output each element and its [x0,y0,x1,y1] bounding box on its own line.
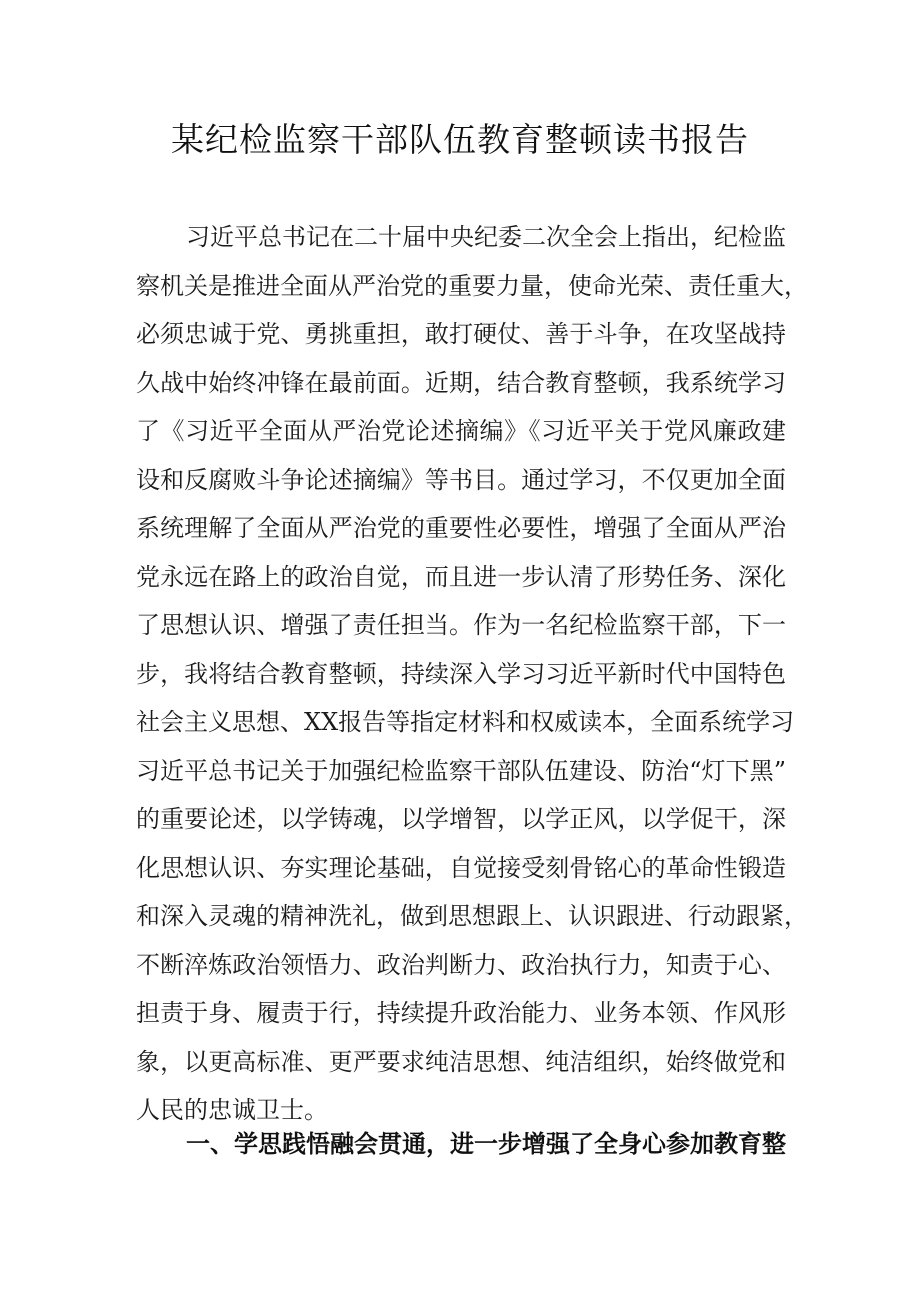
document-title: 某纪检监察干部队伍教育整顿读书报告 [171,120,749,159]
paragraph-line: 象，以更高标准、更严要求纯洁思想、纯洁组织，始终做党和 [136,1047,786,1076]
section-heading: 一、学思践悟融会贯通，进一步增强了全身心参加教育整 [186,1130,786,1158]
paragraph-line: 不断淬炼政治领悟力、政治判断力、政治执行力，知责于心、 [136,950,786,979]
paragraph-line: 习近平总书记在二十届中央纪委二次全会上指出，纪检监 [186,223,786,251]
paragraph-line: 步，我将结合教育整顿，持续深入学习习近平新时代中国特色 [136,659,786,688]
paragraph-line: 系统理解了全面从严治党的重要性必要性，增强了全面从严治 [136,514,786,542]
paragraph-line: 的重要论述，以学铸魂，以学增智，以学正风，以学促干，深 [136,805,786,833]
paragraph-line: 党永远在路上的政治自觉，而且进一步认清了形势任务、深化 [136,562,786,591]
paragraph-line: 设和反腐败斗争论述摘编》等书目。通过学习，不仅更加全面 [136,465,786,494]
paragraph-line: 和深入灵魂的精神洗礼，做到思想跟上、认识跟进、行动跟紧， [136,902,808,930]
paragraph-line: 必须忠诚于党、勇挑重担，敢打硬仗、善于斗争，在攻坚战持 [136,320,786,348]
paragraph-line: 久战中始终冲锋在最前面。近期，结合教育整顿，我系统学习 [136,368,786,397]
paragraph-line: 习近平总书记关于加强纪检监察干部队伍建设、防治“灯下黑” [136,756,786,785]
paragraph-line: 察机关是推进全面从严治党的重要力量，使命光荣、责任重大， [136,271,808,300]
paragraph-line: 担责于身、履责于行，持续提升政治能力、业务本领、作风形 [136,999,786,1027]
body-paragraph [136,213,808,1135]
paragraph-line: 了《习近平全面从严治党论述摘编》《习近平关于党风廉政建 [136,417,786,445]
paragraph-line: 社会主义思想、XX报告等指定材料和权威读本，全面系统学习 [136,708,795,736]
paragraph-line: 化思想认识、夯实理论基础，自觉接受刻骨铭心的革命性锻造 [136,853,786,882]
paragraph-line: 人民的忠诚卫士。 [136,1096,328,1124]
paragraph-line: 了思想认识、增强了责任担当。作为一名纪检监察干部，下一 [136,611,786,639]
